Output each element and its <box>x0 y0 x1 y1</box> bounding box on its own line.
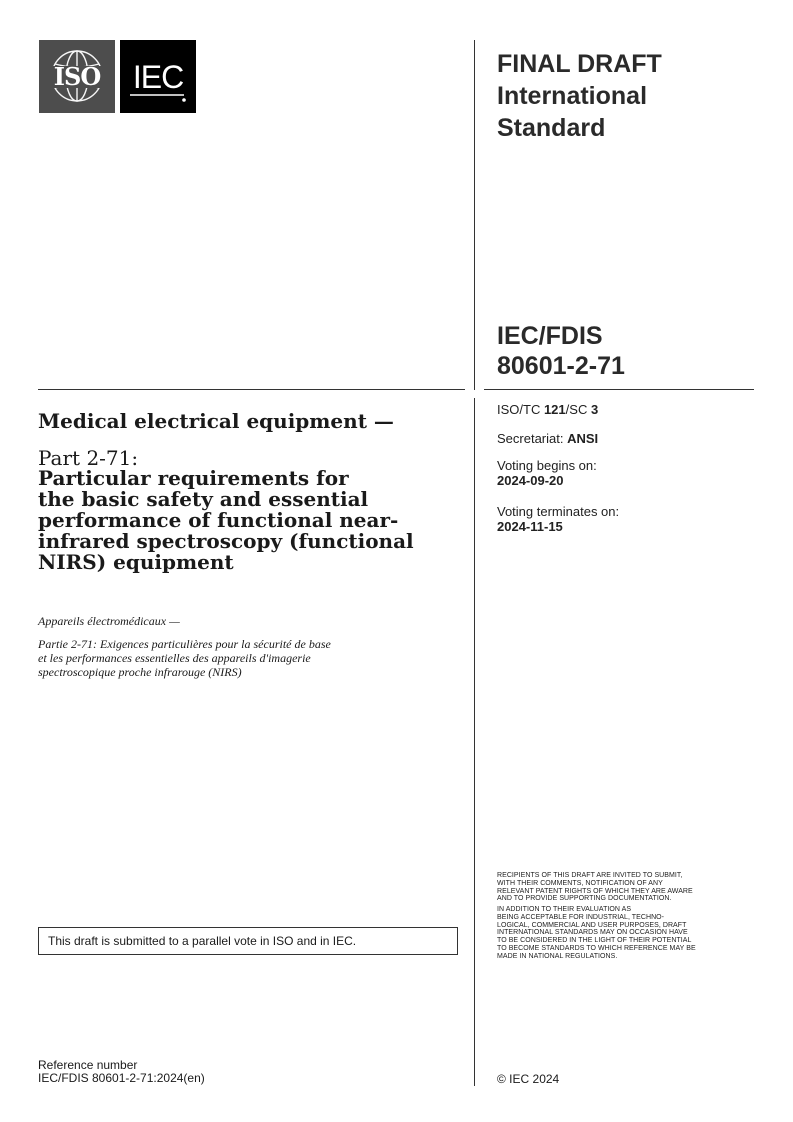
voting-begins-date: 2024-09-20 <box>497 473 564 488</box>
vertical-divider-bottom <box>474 398 475 1086</box>
subtitle-line: Particular requirements for <box>38 466 349 490</box>
subtitle-line: infrared spectroscopy (functional <box>38 529 414 553</box>
voting-begins <box>497 458 757 488</box>
standard-number <box>497 321 747 381</box>
reference-label: Reference number <box>38 1058 138 1072</box>
subtitle-line: performance of functional near- <box>38 508 399 532</box>
vertical-divider-top <box>474 40 475 390</box>
voting-terminates-date: 2024-11-15 <box>497 519 563 534</box>
french-subtitle-line: spectroscopique proche infrarouge (NIRS) <box>38 665 242 679</box>
status-line: International <box>497 82 648 110</box>
iso-globe-icon <box>39 40 115 113</box>
tc-number: 121 <box>543 402 566 417</box>
reference-value: IEC/FDIS 80601-2-71:2024(en) <box>38 1071 205 1085</box>
status-line: FINAL DRAFT <box>497 50 662 78</box>
horizontal-rule-left <box>38 389 465 390</box>
part-number: Part 2-71: <box>38 446 139 470</box>
french-title: Appareils électromédicaux — <box>38 614 180 628</box>
standard-number-line: 80601-2-71 <box>497 352 625 380</box>
svg-text:IEC: IEC <box>132 59 184 95</box>
parallel-vote-notice: This draft is submitted to a parallel vote in ISO and in IEC. <box>38 927 458 955</box>
horizontal-rule-right <box>484 389 754 390</box>
evaluation-notice: IN ADDITION TO THEIR EVALUATION AS BEING ACCEPTABLE FOR INDUSTRIAL, TECHNO- LOGICAL, COMMERCIAL AND USER PURPOSES, DRAFT INTERNATIONAL STANDARDS MAY ON OCCASION HAVE TO BE CONSIDERED IN THE LIGHT OF THEIR POTENTIAL TO BECOME STANDARDS TO WHICH REFERENCE MAY BE MADE IN NATIONAL REGULATIONS. <box>497 906 696 960</box>
secretariat-value: ANSI <box>567 431 599 446</box>
document-title: Medical electrical equipment — <box>38 409 394 433</box>
standard-number-line: IEC/FDIS <box>497 322 603 350</box>
iec-wordmark-icon <box>120 40 196 113</box>
secretariat: Secretariat: ANSI <box>497 431 599 446</box>
french-subtitle-line: Partie 2-71: Exigences particulières pour la sécurité de base <box>38 637 331 651</box>
french-subtitle-line: et les performances essentielles des appareils d'imagerie <box>38 651 311 665</box>
reference-number <box>38 1059 338 1085</box>
status-line: Standard <box>497 114 606 142</box>
document-subtitle <box>38 468 468 573</box>
french-subtitle <box>38 637 468 679</box>
iso-logo <box>39 40 115 113</box>
voting-terminates <box>497 504 757 534</box>
committee: ISO/TC 121/SC 3 <box>497 402 599 417</box>
voting-begins-label: Voting begins on: <box>497 458 597 473</box>
subtitle-line: the basic safety and essential <box>38 487 369 511</box>
recipients-notice: RECIPIENTS OF THIS DRAFT ARE INVITED TO SUBMIT, WITH THEIR COMMENTS, NOTIFICATION OF ANY RELEVANT PATENT RIGHTS OF WHICH THEY ARE AWARE AND TO PROVIDE SUPPORTING DOCUMENTATION. <box>497 872 693 903</box>
copyright: © IEC 2024 <box>497 1072 560 1086</box>
sc-number: 3 <box>590 402 599 417</box>
iec-logo <box>120 40 196 113</box>
subtitle-line: NIRS) equipment <box>38 550 234 574</box>
voting-terminates-label: Voting terminates on: <box>497 504 620 519</box>
svg-text:ISO: ISO <box>53 62 101 91</box>
document-status <box>497 48 747 144</box>
